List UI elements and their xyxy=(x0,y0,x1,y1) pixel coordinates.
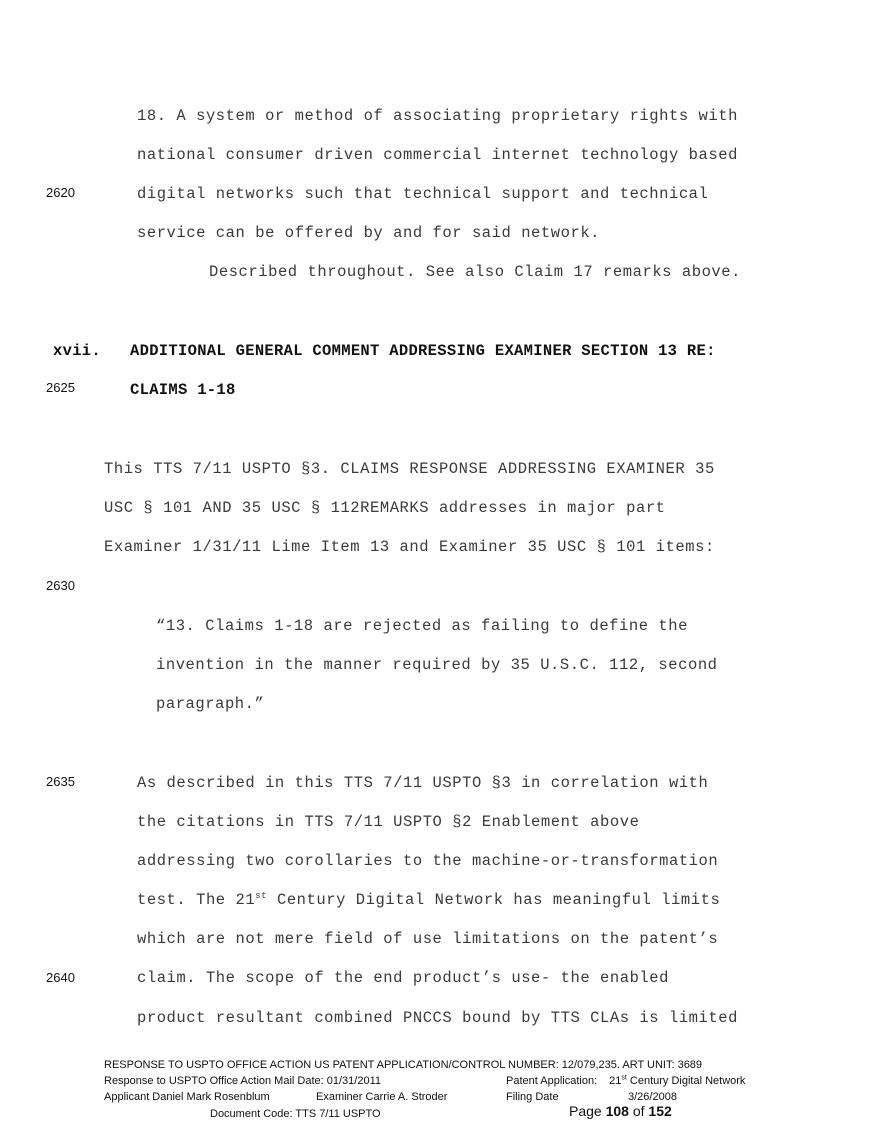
footer-applicant: Applicant Daniel Mark Rosenblum xyxy=(104,1091,270,1103)
body-line-3: addressing two corollaries to the machine-or-transformation xyxy=(137,852,719,870)
page-label: Page xyxy=(569,1103,606,1119)
body-line-4-start: test. The 21 xyxy=(137,891,256,909)
footer-application-line: RESPONSE TO USPTO OFFICE ACTION US PATENT APPLICATION/CONTROL NUMBER: 12/079,235. ART UNIT: 3689 xyxy=(104,1059,703,1071)
body-line-4 xyxy=(137,890,720,910)
quote-line-3: paragraph.” xyxy=(156,695,265,713)
footer-patent-application-superscript: st xyxy=(621,1074,627,1082)
footer-response-date: Response to USPTO Office Action Mail Date: 01/31/2011 xyxy=(104,1075,381,1087)
body-line-4-end: Century Digital Network has meaningful limits xyxy=(267,891,721,909)
intro-line-2: USC § 101 AND 35 USC § 112REMARKS addresses in major part xyxy=(104,499,666,517)
body-line-5: which are not mere field of use limitations on the patent’s xyxy=(137,930,719,948)
page-total: 152 xyxy=(648,1103,672,1119)
body-line-4-superscript: st xyxy=(255,890,268,901)
footer-filing-label: Filing Date xyxy=(506,1091,559,1103)
body-line-7: product resultant combined PNCCS bound by TTS CLAs is limited xyxy=(137,1009,738,1027)
page-of: of xyxy=(628,1103,649,1119)
page-current: 108 xyxy=(605,1103,629,1119)
line-number-2635: 2635 xyxy=(46,774,75,789)
footer-document-code: Document Code: TTS 7/11 USPTO xyxy=(210,1108,381,1120)
footer-patent-application xyxy=(506,1074,745,1088)
footer-patent-application-number: 21 xyxy=(609,1075,622,1087)
footer-patent-application-name: Century Digital Network xyxy=(626,1075,746,1087)
footer-page-number xyxy=(569,1104,672,1118)
section-heading-line-1: ADDITIONAL GENERAL COMMENT ADDRESSING EXAMINER SECTION 13 RE: xyxy=(130,342,716,360)
line-number-2625: 2625 xyxy=(46,380,75,395)
intro-line-3: Examiner 1/31/11 Lime Item 13 and Examiner 35 USC § 101 items: xyxy=(104,538,715,556)
claim-18-line-1: 18. A system or method of associating proprietary rights with xyxy=(137,107,738,125)
intro-line-1: This TTS 7/11 USPTO §3. CLAIMS RESPONSE ADDRESSING EXAMINER 35 xyxy=(104,460,715,478)
footer-examiner: Examiner Carrie A. Stroder xyxy=(316,1091,448,1103)
claim-18-remark: Described throughout. See also Claim 17 remarks above. xyxy=(209,263,741,281)
footer-patent-application-label: Patent Application: xyxy=(506,1075,598,1087)
section-heading-line-2: CLAIMS 1-18 xyxy=(130,381,236,399)
quote-line-1: “13. Claims 1-18 are rejected as failing to define the xyxy=(156,617,688,635)
footer-filing-date: 3/26/2008 xyxy=(628,1091,677,1103)
body-line-6: claim. The scope of the end product’s use- the enabled xyxy=(137,969,669,987)
body-line-1: As described in this TTS 7/11 USPTO §3 in correlation with xyxy=(137,774,709,792)
claim-18-line-2: national consumer driven commercial internet technology based xyxy=(137,146,738,164)
line-number-2620: 2620 xyxy=(46,185,75,200)
claim-18-line-4: service can be offered by and for said network. xyxy=(137,224,601,242)
line-number-2630: 2630 xyxy=(46,578,75,593)
section-numeral: xvii. xyxy=(53,342,102,360)
claim-18-line-3: digital networks such that technical support and technical xyxy=(137,185,709,203)
line-number-2640: 2640 xyxy=(46,970,75,985)
quote-line-2: invention in the manner required by 35 U.S.C. 112, second xyxy=(156,656,718,674)
body-line-2: the citations in TTS 7/11 USPTO §2 Enablement above xyxy=(137,813,640,831)
